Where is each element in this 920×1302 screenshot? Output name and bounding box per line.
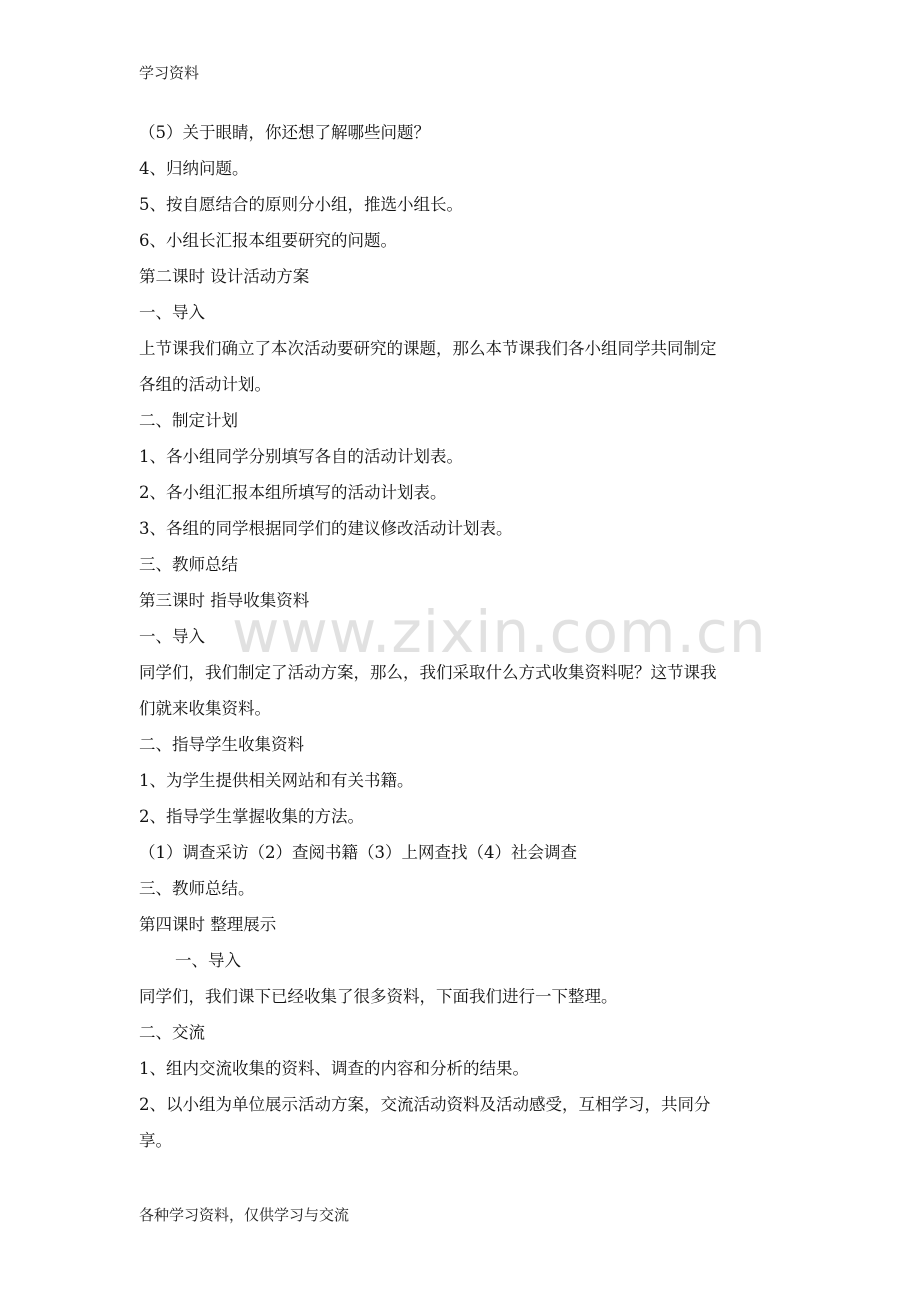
section-heading: 一、导入: [175, 951, 241, 970]
page-footer: 各种学习资料，仅供学习与交流: [139, 1206, 350, 1224]
text-line: 各组的活动计划。: [139, 375, 271, 394]
text-line: 5、按自愿结合的原则分小组，推选小组长。: [139, 195, 463, 214]
text-line: 1、为学生提供相关网站和有关书籍。: [139, 771, 414, 790]
text-line: 同学们，我们制定了活动方案，那么，我们采取什么方式收集资料呢？这节课我: [139, 663, 717, 682]
page-header: 学习资料: [139, 64, 200, 82]
text-line: 1、各小组同学分别填写各自的活动计划表。: [139, 447, 463, 466]
text-line: 2、以小组为单位展示活动方案，交流活动资料及活动感受，互相学习，共同分: [139, 1095, 711, 1114]
document-body: [139, 115, 784, 1159]
text-line: 3、各组的同学根据同学们的建议修改活动计划表。: [139, 519, 513, 538]
text-line: 们就来收集资料。: [139, 699, 271, 718]
text-line: 6、小组长汇报本组要研究的问题。: [139, 231, 397, 250]
lesson-heading: 第四课时 整理展示: [139, 915, 277, 934]
watermark: www.zixin.com.cn: [232, 598, 767, 666]
section-heading: 三、教师总结。: [139, 879, 255, 898]
text-line: （1）调查采访（2）查阅书籍（3）上网查找（4）社会调查: [139, 843, 577, 862]
text-line: 4、归纳问题。: [139, 159, 249, 178]
lesson-heading: 第二课时 设计活动方案: [139, 267, 310, 286]
section-heading: 二、制定计划: [139, 411, 238, 430]
text-line: 同学们，我们课下已经收集了很多资料，下面我们进行一下整理。: [139, 987, 618, 1006]
section-heading: 三、教师总结: [139, 555, 238, 574]
section-heading: 二、交流: [139, 1023, 205, 1042]
section-heading: 二、指导学生收集资料: [139, 735, 304, 754]
text-line: （5）关于眼睛，你还想了解哪些问题？: [139, 123, 430, 142]
text-line: 享。: [139, 1131, 172, 1150]
section-heading: 一、导入: [139, 627, 205, 646]
text-line: 1、组内交流收集的资料、调查的内容和分析的结果。: [139, 1059, 529, 1078]
text-line: 2、指导学生掌握收集的方法。: [139, 807, 364, 826]
lesson-heading: 第三课时 指导收集资料: [139, 591, 310, 610]
section-heading: 一、导入: [139, 303, 205, 322]
text-line: 上节课我们确立了本次活动要研究的课题，那么本节课我们各小组同学共同制定: [139, 339, 717, 358]
text-line: 2、各小组汇报本组所填写的活动计划表。: [139, 483, 447, 502]
